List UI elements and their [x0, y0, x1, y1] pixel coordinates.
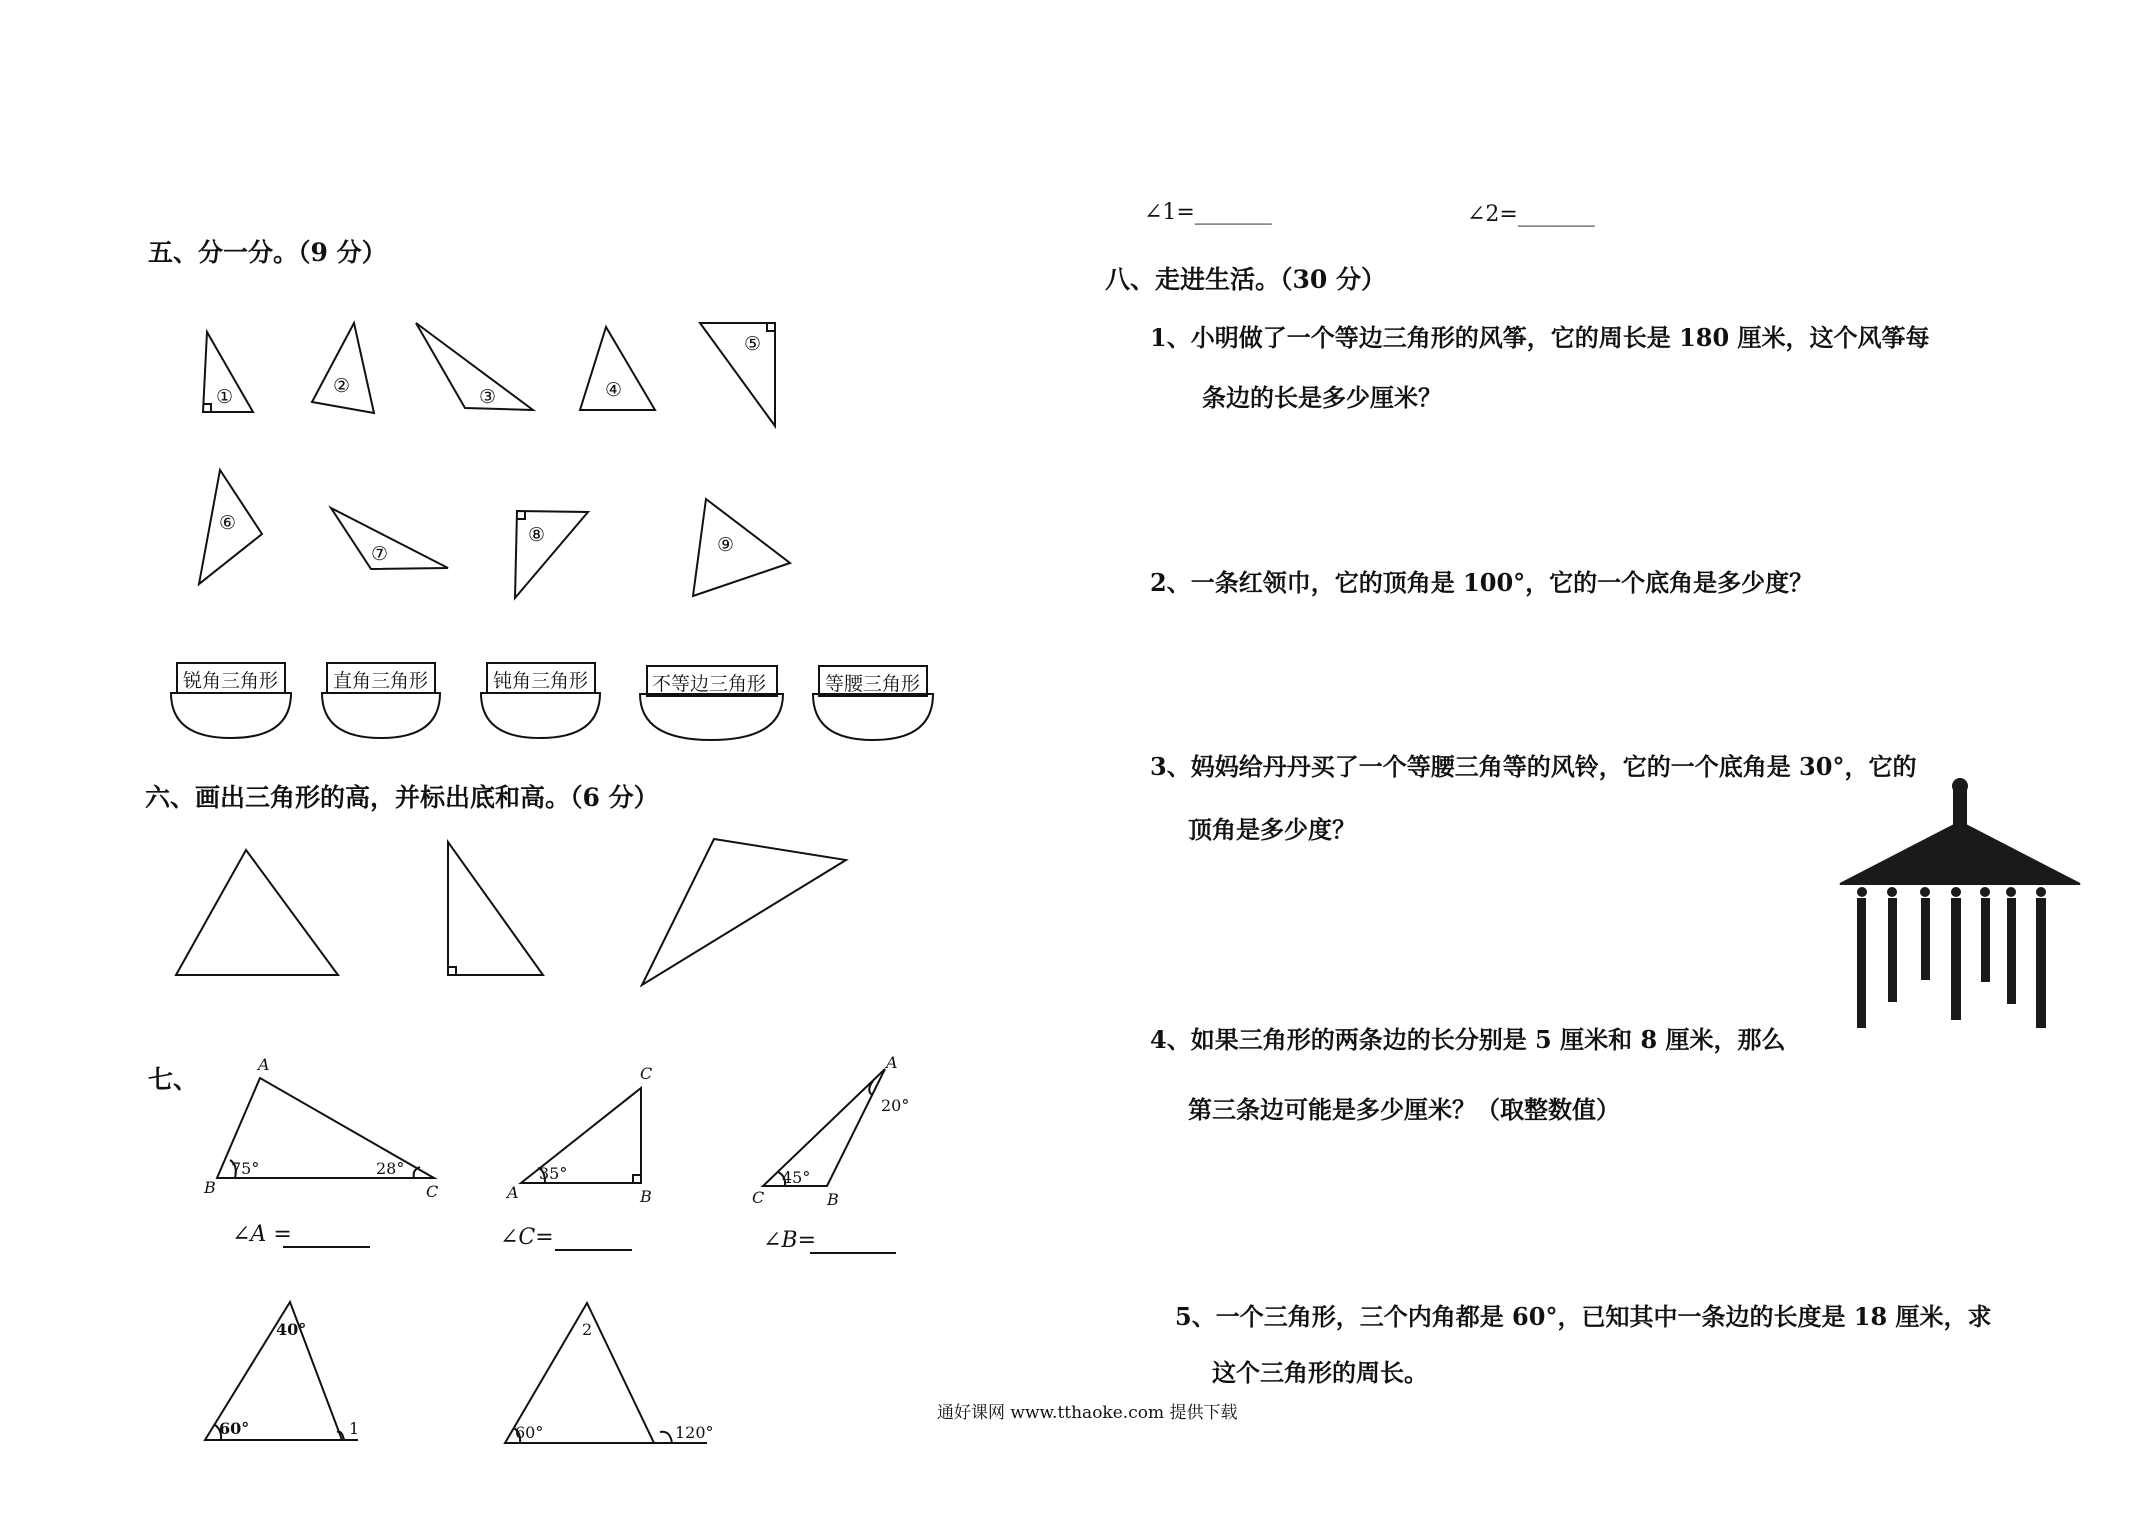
triangle-5 — [700, 323, 775, 426]
triangle-number-1: ① — [216, 386, 234, 408]
fig3-angle-a: 20° — [881, 1096, 910, 1115]
fig1-vertex-a: A — [258, 1055, 270, 1074]
fig1-angle-b: 75° — [231, 1159, 260, 1178]
angle-figure-5 — [505, 1303, 707, 1443]
question2: 2、一条红领巾，它的顶角是 100°，它的一个底角是多少度？ — [1150, 568, 1814, 597]
question5-line1: 5、一个三角形，三个内角都是 60°，已知其中一条边的长度是 18 厘米，求 — [1175, 1302, 1992, 1331]
section5-title: 五、分一分。（9 分） — [148, 238, 387, 267]
fig4-angle-left: 60° — [219, 1419, 250, 1438]
triangle-number-6: ⑥ — [219, 512, 237, 534]
angle1-answer: ∠1=_______ — [1144, 200, 1272, 225]
fig3-prompt: ∠B= — [763, 1228, 817, 1253]
footer-credit: 通好课网 www.tthaoke.com 提供下载 — [937, 1403, 1238, 1423]
height-triangle-2 — [448, 842, 543, 975]
wind-chime-illustration — [1840, 779, 2080, 1027]
fig1-prompt: ∠A = — [232, 1222, 292, 1247]
question4-line1: 4、如果三角形的两条边的长分别是 5 厘米和 8 厘米，那么 — [1150, 1025, 1786, 1054]
category-obtuse: 钝角三角形 — [493, 670, 589, 692]
fig3-vertex-b: B — [827, 1190, 839, 1209]
triangle-8 — [515, 511, 588, 598]
category-isosceles: 等腰三角形 — [825, 673, 921, 695]
question3-line1: 3、妈妈给丹丹买了一个等腰三角等的风铃，它的一个底角是 30°，它的 — [1150, 752, 1917, 781]
fig2-vertex-a: A — [507, 1183, 519, 1202]
fig4-angle-right: 1 — [349, 1419, 360, 1438]
category-right: 直角三角形 — [333, 670, 429, 692]
fig3-angle-c: 45° — [782, 1168, 811, 1187]
triangle-number-2: ② — [333, 375, 351, 397]
fig5-angle-top: 2 — [582, 1320, 593, 1339]
fig5-angle-right: 120° — [675, 1423, 714, 1442]
triangle-number-8: ⑧ — [528, 524, 546, 546]
fig2-prompt: ∠C= — [500, 1225, 554, 1250]
fig3-vertex-a: A — [886, 1053, 898, 1072]
category-acute: 锐角三角形 — [183, 670, 279, 692]
height-triangle-3 — [642, 839, 846, 985]
fig1-angle-c: 28° — [376, 1159, 405, 1178]
triangle-number-9: ⑨ — [717, 534, 735, 556]
triangle-number-5: ⑤ — [744, 333, 762, 355]
triangle-3 — [416, 323, 533, 410]
fig5-angle-left: 60° — [515, 1423, 544, 1442]
triangle-7 — [331, 508, 448, 569]
section7-title: 七、 — [148, 1065, 199, 1094]
category-scalene: 不等边三角形 — [652, 673, 767, 695]
question4-line2: 第三条边可能是多少厘米？（取整数值） — [1188, 1095, 1620, 1124]
angle2-answer: ∠2=_______ — [1467, 202, 1595, 227]
question5-line2: 这个三角形的周长。 — [1212, 1358, 1428, 1387]
triangle-9 — [693, 499, 790, 596]
question1-line2: 条边的长是多少厘米？ — [1202, 383, 1442, 412]
triangle-2 — [312, 323, 374, 413]
section6-title: 六、画出三角形的高，并标出底和高。（6 分） — [145, 783, 659, 812]
fig2-angle-a: 35° — [539, 1164, 568, 1183]
section8-title: 八、走进生活。（30 分） — [1105, 265, 1386, 294]
fig1-vertex-b: B — [204, 1178, 216, 1197]
fig2-vertex-c: C — [640, 1064, 653, 1083]
question1-line1: 1、小明做了一个等边三角形的风筝，它的周长是 180 厘米，这个风筝每 — [1150, 323, 1930, 352]
fig4-angle-top: 40° — [276, 1320, 307, 1339]
height-triangle-1 — [176, 850, 338, 975]
fig1-vertex-c: C — [426, 1182, 439, 1201]
triangle-number-7: ⑦ — [371, 543, 389, 565]
fig2-vertex-b: B — [640, 1187, 652, 1206]
question3-line2: 顶角是多少度？ — [1188, 815, 1356, 844]
triangle-number-4: ④ — [605, 379, 623, 401]
triangle-number-3: ③ — [479, 386, 497, 408]
fig3-vertex-c: C — [752, 1188, 765, 1207]
